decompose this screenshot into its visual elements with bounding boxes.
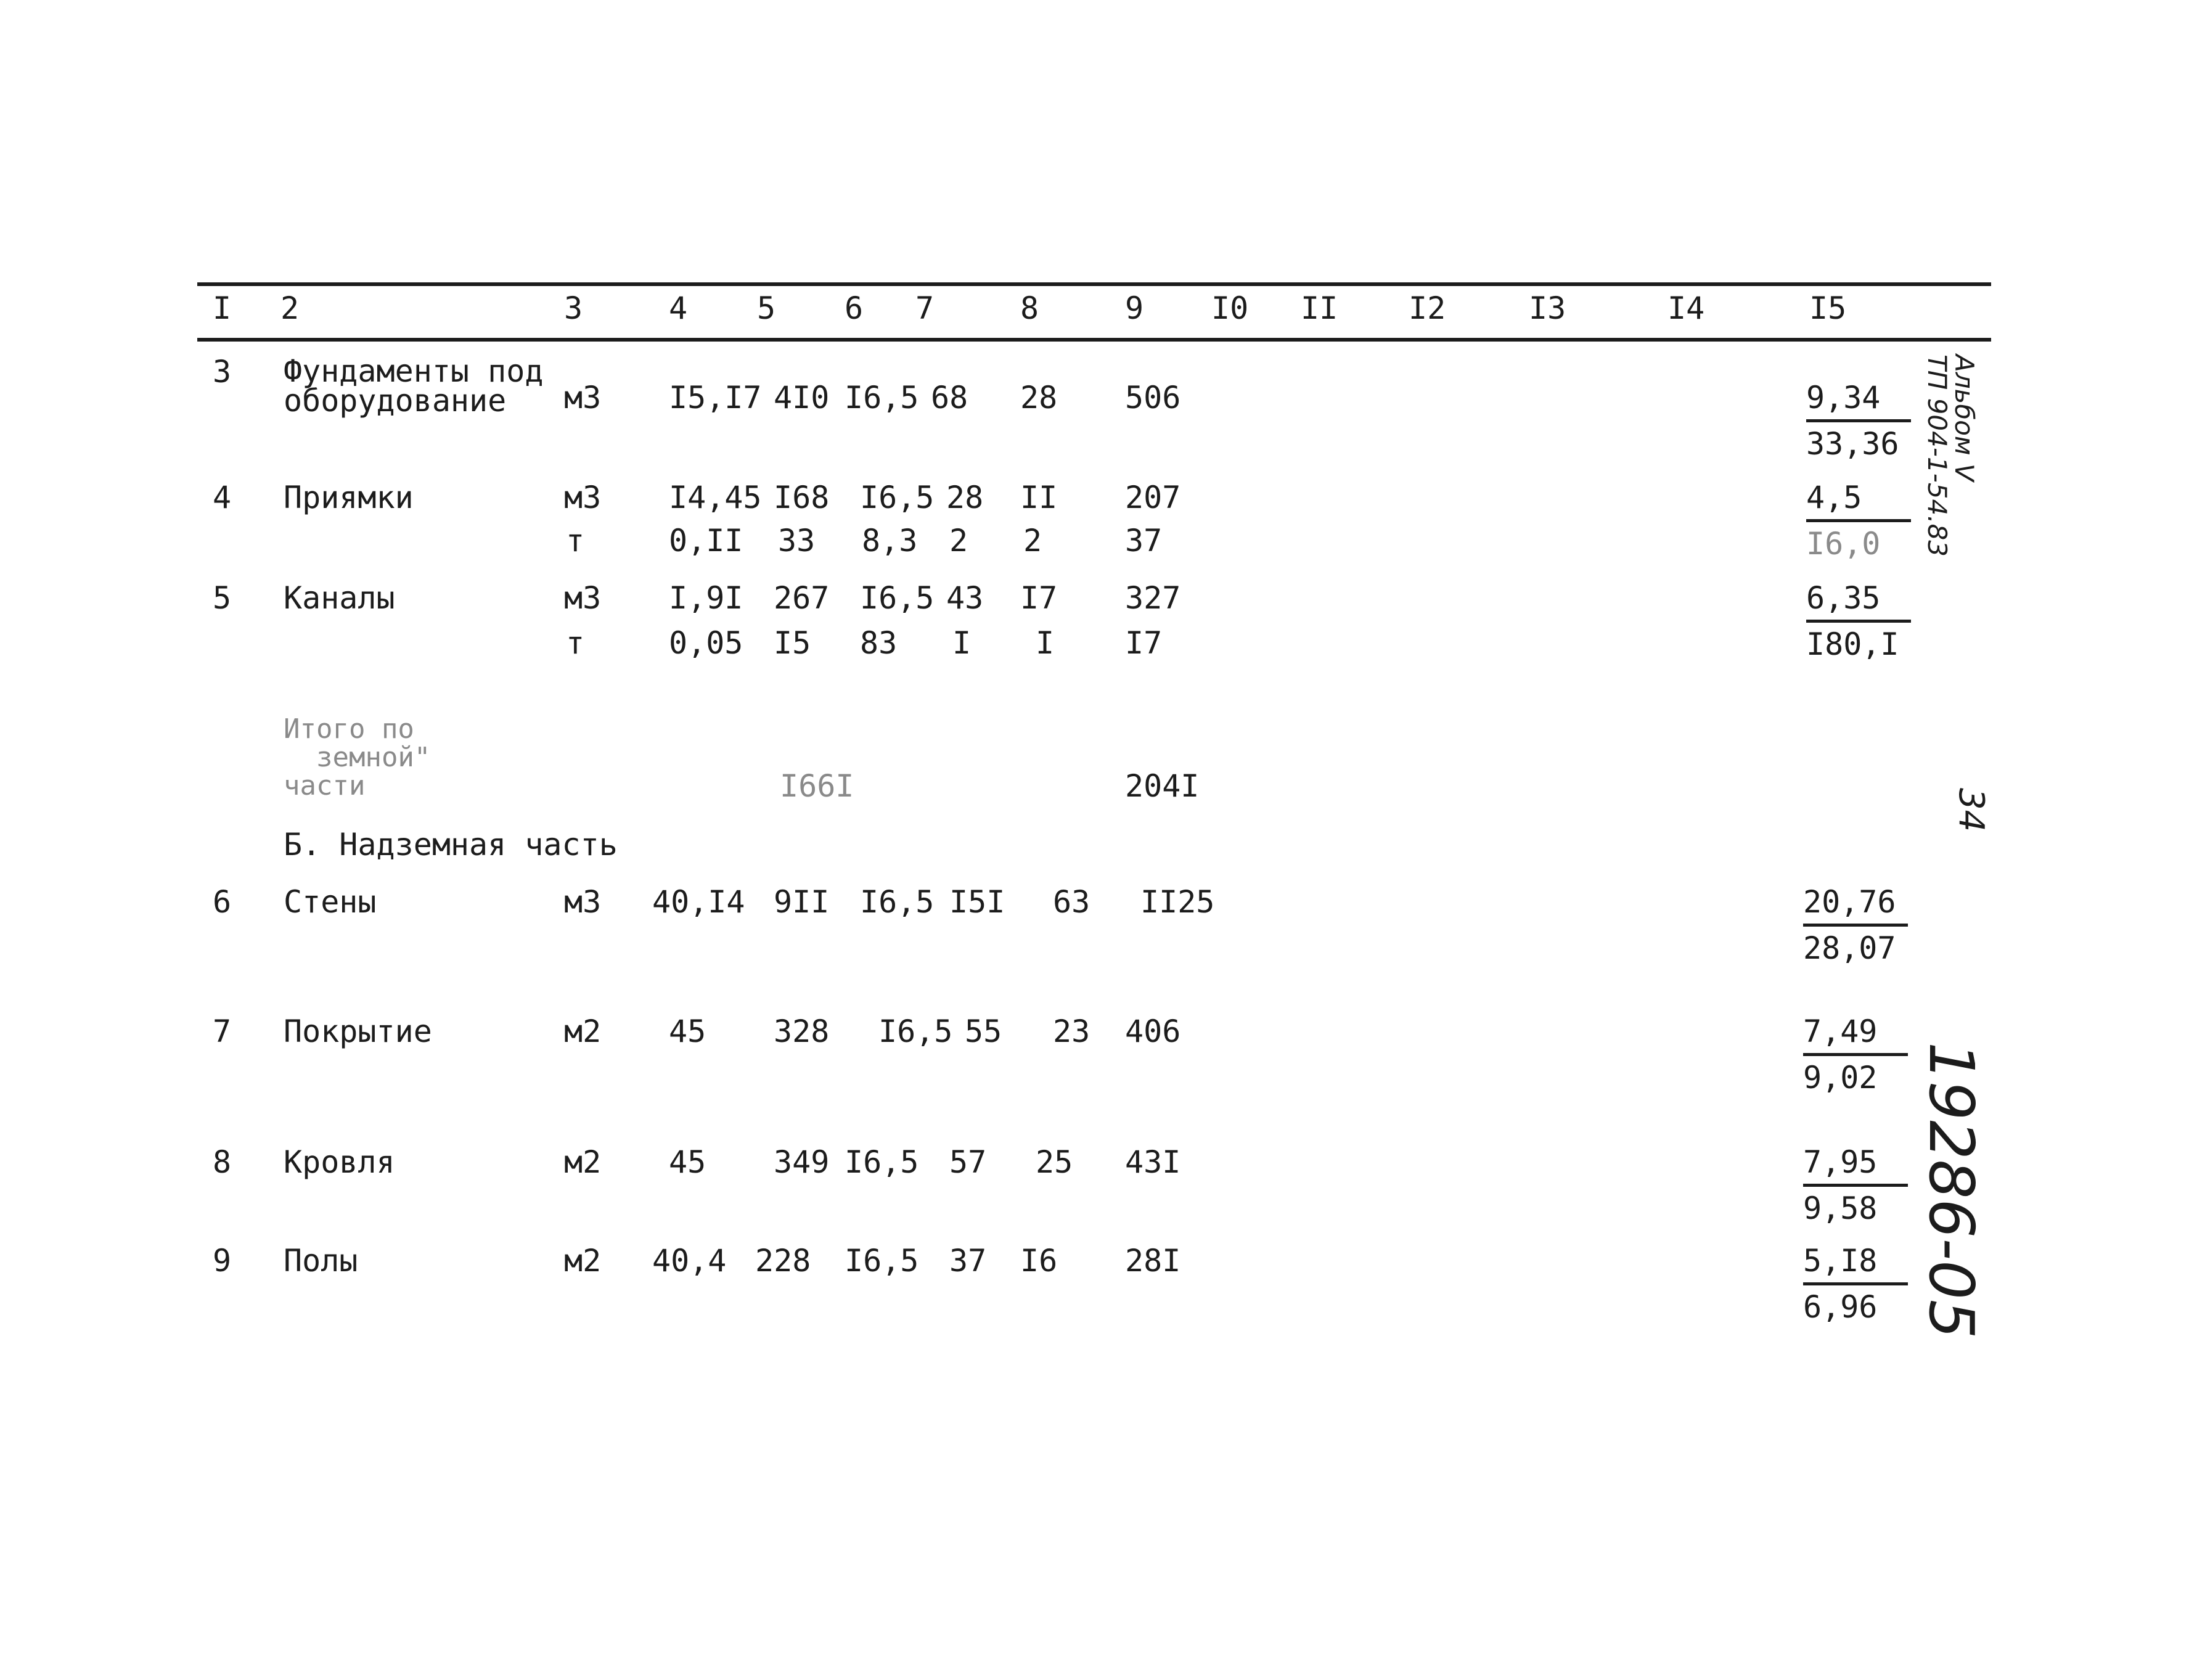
header-col-13: I3 bbox=[1529, 290, 1566, 326]
header-col-9: 9 bbox=[1125, 290, 1144, 326]
row-6-col4: 40,I4 bbox=[652, 884, 745, 920]
row-5-col4-a: I,9I bbox=[669, 580, 743, 616]
row-5-unit-a: м3 bbox=[564, 580, 602, 616]
row-7-denominator: 9,02 bbox=[1803, 1060, 1878, 1096]
row-5-fraction bbox=[1806, 580, 1911, 662]
header-col-3: 3 bbox=[564, 290, 583, 326]
header-col-14: I4 bbox=[1667, 290, 1705, 326]
album-reference-note: Альбом V ТП 904-1-54.83 bbox=[1922, 354, 1979, 557]
header-bottom-rule bbox=[197, 338, 1991, 342]
row-4-col4-a: I4,45 bbox=[669, 480, 762, 515]
row-8-col7: 57 bbox=[949, 1144, 987, 1180]
row-8-col5: 349 bbox=[774, 1144, 830, 1180]
row-9-col9: 28I bbox=[1125, 1243, 1181, 1279]
row-6-numerator: 20,76 bbox=[1803, 887, 1908, 927]
row-9-unit: м2 bbox=[564, 1243, 602, 1279]
row-8-unit: м2 bbox=[564, 1144, 602, 1180]
document-code: 19286-05 bbox=[1915, 1042, 1987, 1339]
row-8-fraction bbox=[1803, 1144, 1908, 1226]
row-6-name: Стены bbox=[284, 884, 377, 920]
row-7-fraction bbox=[1803, 1014, 1908, 1096]
row-3-col9: 506 bbox=[1125, 380, 1181, 416]
subtotal-label: Итого по земной" части bbox=[284, 713, 431, 801]
row-5-col8-a: I7 bbox=[1020, 580, 1058, 616]
row-7-col8: 23 bbox=[1053, 1014, 1090, 1049]
row-5-col7-b: I bbox=[952, 625, 972, 661]
row-4-col8-b: 2 bbox=[1023, 523, 1042, 559]
row-7-number: 7 bbox=[213, 1014, 232, 1049]
row-5-col4-b: 0,05 bbox=[669, 625, 743, 661]
row-4-number: 4 bbox=[213, 480, 232, 515]
header-col-15: I5 bbox=[1809, 290, 1847, 326]
row-6-fraction bbox=[1803, 884, 1908, 966]
row-7-col9: 406 bbox=[1125, 1014, 1181, 1049]
row-8-name: Кровля bbox=[284, 1144, 395, 1180]
row-9-numerator: 5,I8 bbox=[1803, 1245, 1908, 1285]
row-4-col9-b: 37 bbox=[1125, 523, 1163, 559]
row-5-unit-b: т bbox=[566, 625, 585, 661]
row-8-denominator: 9,58 bbox=[1803, 1190, 1878, 1226]
row-3-number: 3 bbox=[213, 354, 232, 390]
header-col-11: II bbox=[1301, 290, 1338, 326]
row-3-col8: 28 bbox=[1020, 380, 1058, 416]
row-3-fraction bbox=[1806, 380, 1911, 462]
row-5-col5-a: 267 bbox=[774, 580, 830, 616]
row-9-fraction bbox=[1803, 1243, 1908, 1325]
header-col-6: 6 bbox=[845, 290, 864, 326]
row-5-col6-a: I6,5 bbox=[860, 580, 935, 616]
row-5-col5-b: I5 bbox=[774, 625, 811, 661]
row-9-col5: 228 bbox=[755, 1243, 811, 1279]
row-4-name: Приямки bbox=[284, 480, 414, 515]
row-8-number: 8 bbox=[213, 1144, 232, 1180]
row-8-col6: I6,5 bbox=[845, 1144, 919, 1180]
row-9-col7: 37 bbox=[949, 1243, 987, 1279]
row-7-col4: 45 bbox=[669, 1014, 706, 1049]
row-4-col7-a: 28 bbox=[946, 480, 984, 515]
row-4-col9-a: 207 bbox=[1125, 480, 1181, 515]
row-9-number: 9 bbox=[213, 1243, 232, 1279]
row-3-col5: 4I0 bbox=[774, 380, 830, 416]
header-col-5: 5 bbox=[757, 290, 776, 326]
row-4-unit-b: т bbox=[566, 523, 585, 559]
row-5-number: 5 bbox=[213, 580, 232, 616]
row-6-col6: I6,5 bbox=[860, 884, 935, 920]
row-4-numerator: 4,5 bbox=[1806, 482, 1911, 522]
row-4-denominator: I6,0 bbox=[1806, 526, 1881, 562]
row-9-denominator: 6,96 bbox=[1803, 1289, 1878, 1325]
row-4-col6-a: I6,5 bbox=[860, 480, 935, 515]
row-5-col7-a: 43 bbox=[946, 580, 984, 616]
row-5-col9-b: I7 bbox=[1125, 625, 1163, 661]
row-7-col7: 55 bbox=[965, 1014, 1002, 1049]
section-heading: Б. Надземная часть bbox=[284, 827, 618, 863]
header-col-1: I bbox=[213, 290, 232, 326]
header-col-10: I0 bbox=[1211, 290, 1249, 326]
header-col-12: I2 bbox=[1409, 290, 1446, 326]
row-8-col4: 45 bbox=[669, 1144, 706, 1180]
row-5-col8-b: I bbox=[1036, 625, 1055, 661]
row-7-col5: 328 bbox=[774, 1014, 830, 1049]
row-4-col6-b: 8,3 bbox=[862, 523, 918, 559]
row-3-numerator: 9,34 bbox=[1806, 382, 1911, 422]
row-6-col8: 63 bbox=[1053, 884, 1090, 920]
row-5-col9-a: 327 bbox=[1125, 580, 1181, 616]
row-7-unit: м2 bbox=[564, 1014, 602, 1049]
row-6-denominator: 28,07 bbox=[1803, 930, 1896, 966]
header-top-rule bbox=[197, 282, 1991, 286]
row-4-col5-b: 33 bbox=[778, 523, 816, 559]
row-9-name: Полы bbox=[284, 1243, 358, 1279]
subtotal-col9: 204I bbox=[1125, 768, 1200, 804]
row-3-unit: м3 bbox=[564, 380, 602, 416]
row-5-name: Каналы bbox=[284, 580, 395, 616]
row-3-col4: I5,I7 bbox=[669, 380, 762, 416]
row-3-denominator: 33,36 bbox=[1806, 426, 1899, 462]
row-9-col8: I6 bbox=[1020, 1243, 1058, 1279]
header-col-4: 4 bbox=[669, 290, 688, 326]
header-col-2: 2 bbox=[280, 290, 300, 326]
row-4-col4-b: 0,II bbox=[669, 523, 743, 559]
row-4-col7-b: 2 bbox=[949, 523, 968, 559]
header-col-7: 7 bbox=[915, 290, 935, 326]
row-9-col4: 40,4 bbox=[652, 1243, 727, 1279]
row-9-col6: I6,5 bbox=[845, 1243, 919, 1279]
row-8-col8: 25 bbox=[1036, 1144, 1073, 1180]
row-4-col5-a: I68 bbox=[774, 480, 830, 515]
row-4-fraction bbox=[1806, 480, 1911, 562]
header-col-8: 8 bbox=[1020, 290, 1039, 326]
row-6-col7: I5I bbox=[949, 884, 1005, 920]
row-6-unit: м3 bbox=[564, 884, 602, 920]
row-6-number: 6 bbox=[213, 884, 232, 920]
subtotal-col5: I66I bbox=[780, 768, 854, 804]
row-4-col8-a: II bbox=[1020, 480, 1058, 515]
row-6-col9: II25 bbox=[1140, 884, 1215, 920]
row-7-col6: I6,5 bbox=[878, 1014, 953, 1049]
row-5-denominator: I80,I bbox=[1806, 626, 1899, 662]
row-3-name: Фундаменты под оборудование bbox=[284, 353, 544, 419]
page-number: 34 bbox=[1951, 788, 1991, 832]
row-8-col9: 43I bbox=[1125, 1144, 1181, 1180]
row-7-name: Покрытие bbox=[284, 1014, 432, 1049]
row-3-col6: I6,5 bbox=[845, 380, 919, 416]
row-4-unit-a: м3 bbox=[564, 480, 602, 515]
row-3-col7: 68 bbox=[931, 380, 968, 416]
row-5-col6-b: 83 bbox=[860, 625, 898, 661]
row-8-numerator: 7,95 bbox=[1803, 1147, 1908, 1187]
row-7-numerator: 7,49 bbox=[1803, 1016, 1908, 1056]
row-6-col5: 9II bbox=[774, 884, 830, 920]
row-5-numerator: 6,35 bbox=[1806, 583, 1911, 623]
